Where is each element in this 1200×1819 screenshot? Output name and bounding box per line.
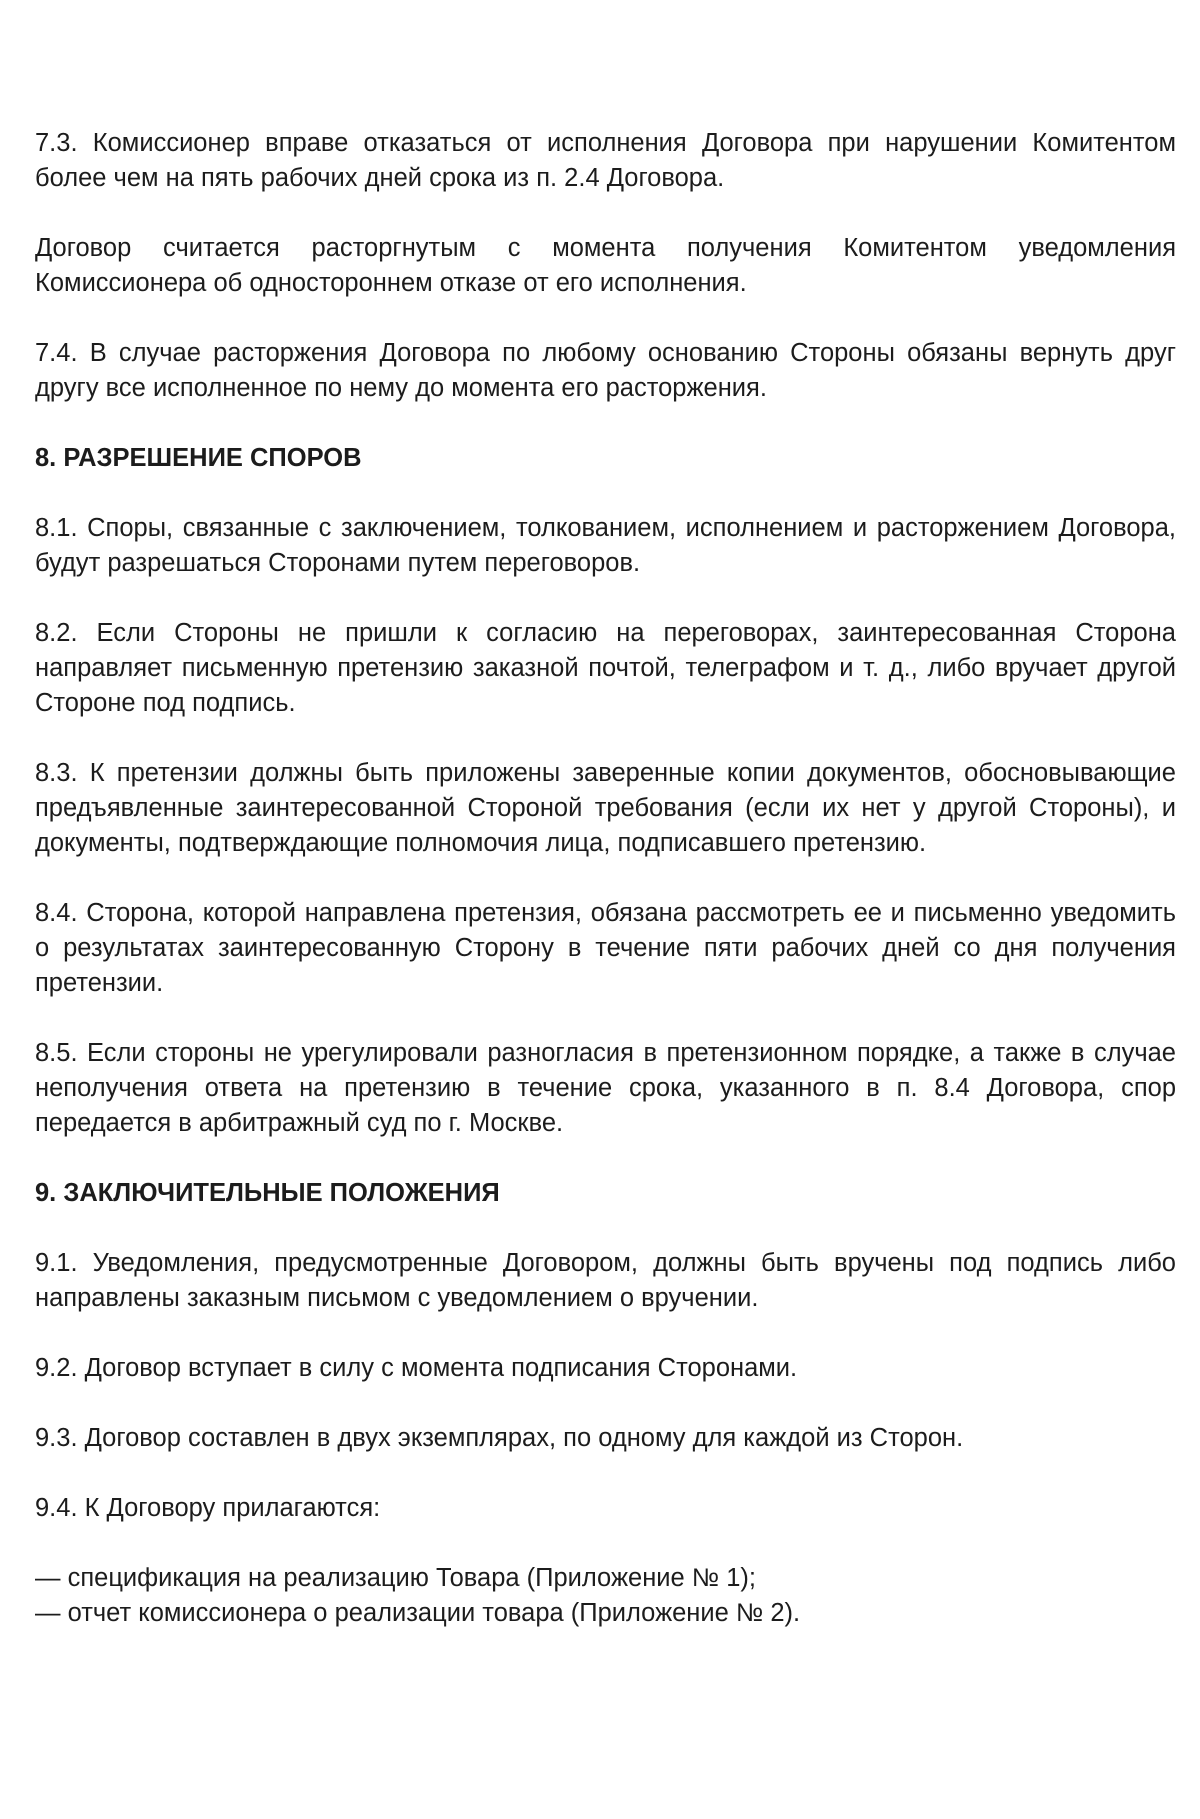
spacer bbox=[35, 1386, 1176, 1421]
paragraph-8-5: 8.5. Если стороны не урегулировали разногласия в претензионном порядке, а также в случае неполучения ответа на претензию в течение срока, указанного в п. 8.4 Договора, спор передается в арбитражный суд по г. Москве. bbox=[35, 1039, 1176, 1137]
list-item: — спецификация на реализацию Товара (Приложение № 1); bbox=[35, 1564, 756, 1592]
spacer bbox=[35, 1456, 1176, 1491]
paragraph-9-2: 9.2. Договор вступает в силу с момента подписания Сторонами. bbox=[35, 1354, 798, 1382]
spacer bbox=[35, 1211, 1176, 1246]
section-heading-9: 9. ЗАКЛЮЧИТЕЛЬНЫЕ ПОЛОЖЕНИЯ bbox=[35, 1179, 500, 1207]
spacer bbox=[35, 1316, 1176, 1351]
paragraph-7-3-termination: Договор считается расторгнутым с момента получения Комитентом уведомления Комиссионера об одностороннем отказе от его исполнения. bbox=[35, 234, 1176, 297]
spacer bbox=[35, 196, 1176, 231]
spacer bbox=[35, 861, 1176, 896]
section-heading-8: 8. РАЗРЕШЕНИЕ СПОРОВ bbox=[35, 444, 362, 472]
paragraph-8-3: 8.3. К претензии должны быть приложены заверенные копии документов, обосновывающие предъявленные заинтересованной Стороной требования (если их нет у другой Стороны), и документы, подтверждающие полномочия лица, подписавшего претензию. bbox=[35, 759, 1176, 857]
paragraph-9-3: 9.3. Договор составлен в двух экземплярах, по одному для каждой из Сторон. bbox=[35, 1424, 964, 1452]
paragraph-8-4: 8.4. Сторона, которой направлена претензия, обязана рассмотреть ее и письменно уведомить о результатах заинтересованную Сторону в течение пяти рабочих дней со дня получения претензии. bbox=[35, 899, 1176, 997]
spacer bbox=[35, 301, 1176, 336]
paragraph-8-2: 8.2. Если Стороны не пришли к согласию на переговорах, заинтересованная Сторона направляет письменную претензию заказной почтой, телеграфом и т. д., либо вручает другой Стороне под подпись. bbox=[35, 619, 1176, 717]
paragraph-7-4: 7.4. В случае расторжения Договора по любому основанию Стороны обязаны вернуть друг другу все исполненное по нему до момента его расторжения. bbox=[35, 339, 1176, 402]
spacer bbox=[35, 1141, 1176, 1176]
spacer bbox=[35, 1001, 1176, 1036]
spacer bbox=[35, 581, 1176, 616]
paragraph-7-3: 7.3. Комиссионер вправе отказаться от исполнения Договора при нарушении Комитентом более чем на пять рабочих дней срока из п. 2.4 Договора. bbox=[35, 129, 1176, 192]
spacer bbox=[35, 406, 1176, 441]
paragraph-8-1: 8.1. Споры, связанные с заключением, толкованием, исполнением и расторжением Договора, будут разрешаться Сторонами путем переговоров. bbox=[35, 514, 1176, 577]
paragraph-9-1: 9.1. Уведомления, предусмотренные Договором, должны быть вручены под подпись либо направлены заказным письмом с уведомлением о вручении. bbox=[35, 1249, 1176, 1312]
spacer bbox=[35, 721, 1176, 756]
attachments-list bbox=[35, 1561, 1176, 1631]
spacer bbox=[35, 476, 1176, 511]
paragraph-9-4: 9.4. К Договору прилагаются: bbox=[35, 1494, 381, 1522]
spacer bbox=[35, 1526, 1176, 1561]
list-item: — отчет комиссионера о реализации товара (Приложение № 2). bbox=[35, 1599, 801, 1627]
